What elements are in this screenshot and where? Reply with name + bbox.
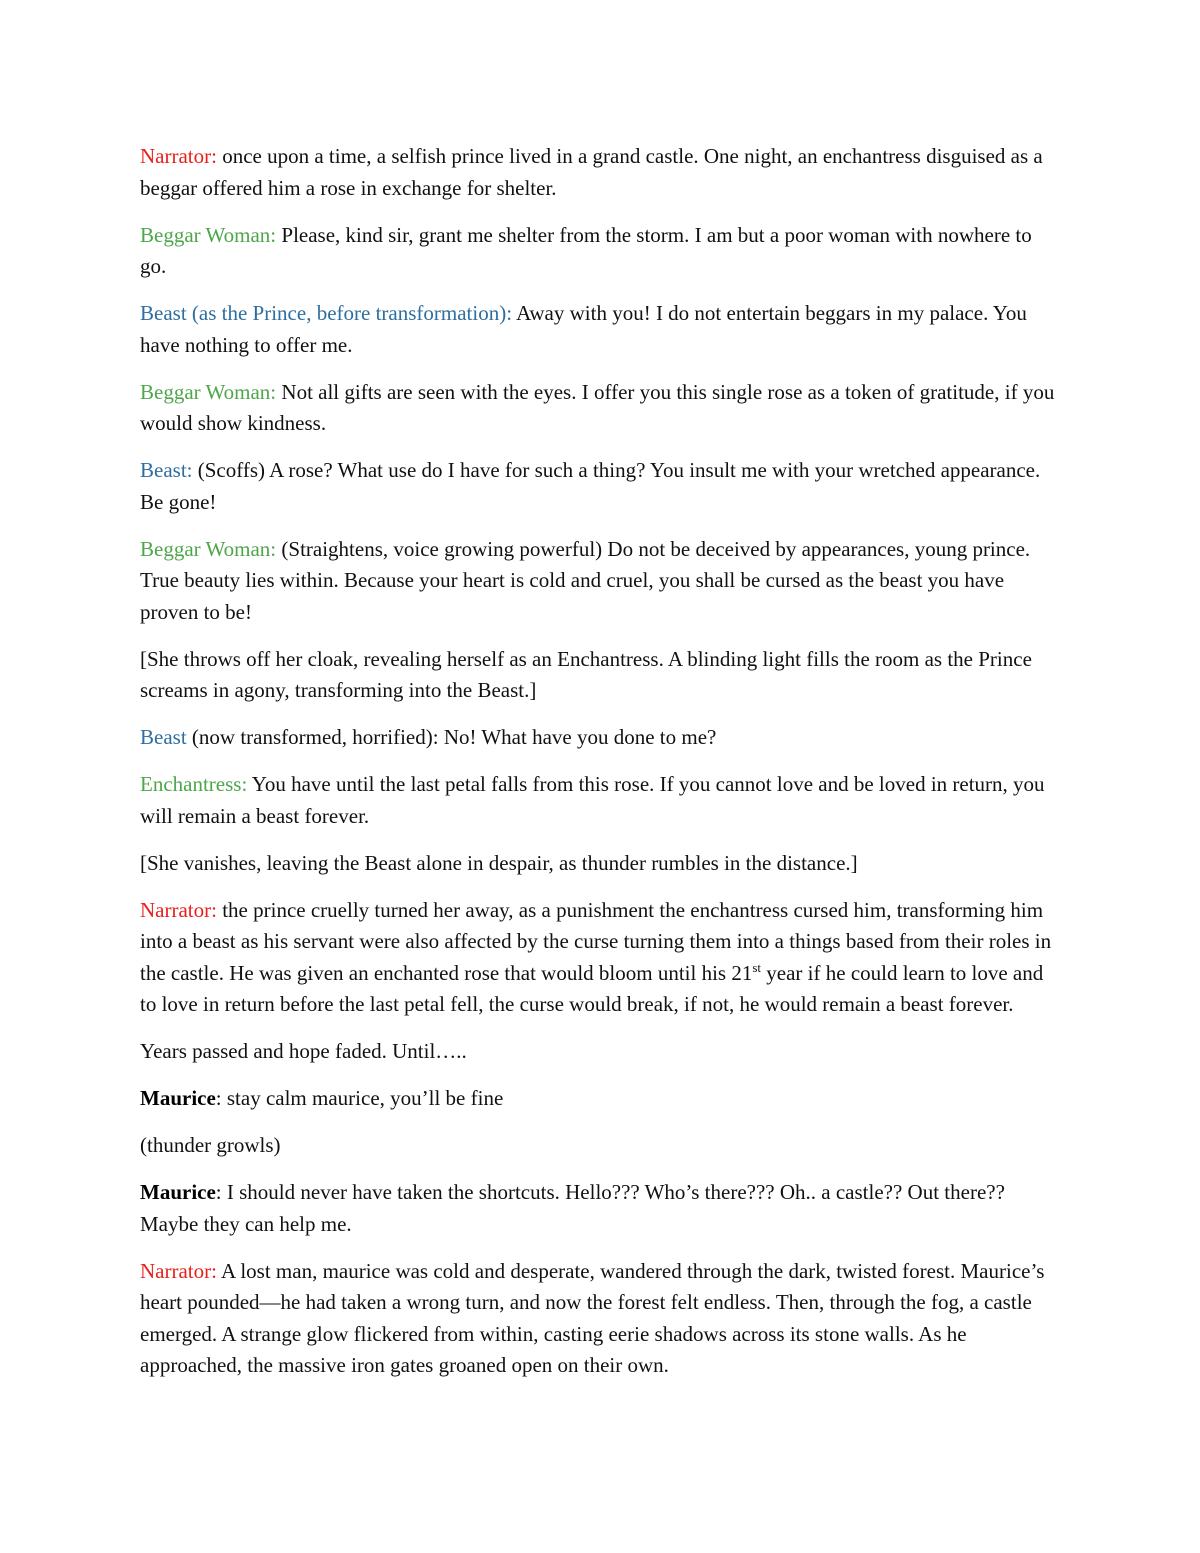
paragraph-thunder (140, 1130, 1060, 1162)
speaker-label: Beggar Woman: (140, 222, 277, 247)
paragraph-stage-direction-1 (140, 644, 1060, 707)
speaker-label: Maurice (140, 1086, 216, 1110)
dialogue-text: You have until the last petal falls from this rose. If you cannot love and be loved in return, you will remain a beast forever. (140, 772, 1045, 828)
paragraph-enchantress (140, 769, 1060, 832)
paragraph-beggar-2 (140, 377, 1060, 440)
ordinal-suffix: st (752, 959, 762, 975)
speaker-label: Beast (as the Prince, before transformation): (140, 301, 513, 325)
speaker-label: Narrator: (140, 1258, 217, 1283)
paragraph-narrator-intro (140, 141, 1060, 204)
paragraph-years-passed (140, 1036, 1060, 1068)
dialogue-text: : stay calm maurice, you’ll be fine (215, 1086, 504, 1110)
paragraph-maurice-1 (140, 1083, 1060, 1115)
speaker-label: Narrator: (140, 144, 217, 168)
paragraph-beast-3 (140, 722, 1060, 754)
speaker-label: Narrator: (140, 897, 217, 922)
paragraph-beast-2 (140, 455, 1060, 518)
speaker-label: Beast: (140, 458, 193, 482)
dialogue-text: (now transformed, horrified): No! What have you done to me? (186, 725, 717, 749)
paragraph-beggar-3 (140, 534, 1060, 629)
speaker-label: Maurice (140, 1180, 216, 1204)
speaker-label: Beggar Woman: (140, 536, 277, 561)
dialogue-text: (Scoffs) A rose? What use do I have for such a thing? You insult me with your wretched appearance. Be gone! (140, 458, 1041, 514)
dialogue-text: Away with you! I do not entertain beggars in my palace. You have nothing to offer me. (140, 301, 1027, 357)
speaker-label: Beast (140, 725, 187, 749)
speaker-label: Enchantress: (140, 772, 248, 796)
dialogue-text: once upon a time, a selfish prince lived in a grand castle. One night, an enchantress disguised as a beggar offered him a rose in exchange for shelter. (140, 144, 1043, 200)
dialogue-text: : I should never have taken the shortcuts. Hello??? Who’s there??? Oh.. a castle?? Out there?? Maybe they can help me. (140, 1180, 1005, 1236)
dialogue-text: A lost man, maurice was cold and desperate, wandered through the dark, twisted forest. Maurice’s heart pounded—he had taken a wrong turn, and now the forest felt endless. Then, through the fog, a castle emerged. A strange glow flickered from within, casting eerie shadows across its stone walls. As he approached, the massive iron gates groaned open on their own. (140, 1258, 1045, 1377)
dialogue-text: the prince cruelly turned her away, as a punishment the enchantress cursed him, transforming him into a beast as his servant were also affected by the curse turning them into a things based from their roles in the castle. He was given an enchanted rose that would bloom until his 21 (140, 897, 1052, 985)
paragraph-beast-1 (140, 298, 1060, 361)
dialogue-text: Not all gifts are seen with the eyes. I offer you this single rose as a token of gratitude, if you would show kindness. (140, 379, 1055, 435)
stage-direction-text: (thunder growls) (140, 1133, 281, 1157)
speaker-label: Beggar Woman: (140, 379, 277, 404)
dialogue-text: Please, kind sir, grant me shelter from the storm. I am but a poor woman with nowhere to go. (140, 222, 1032, 278)
paragraph-narrator-castle (140, 1256, 1060, 1382)
paragraph-beggar-1 (140, 220, 1060, 283)
dialogue-text: (Straightens, voice growing powerful) Do not be deceived by appearances, young prince. True beauty lies within. Because your heart is cold and cruel, you shall be cursed as the beast you have proven to be! (140, 536, 1031, 624)
paragraph-maurice-2 (140, 1177, 1060, 1240)
stage-direction-text: [She throws off her cloak, revealing herself as an Enchantress. A blinding light fills the room as the Prince screams in agony, transforming into the Beast.] (140, 646, 1032, 702)
stage-direction-text: [She vanishes, leaving the Beast alone in despair, as thunder rumbles in the distance.] (140, 850, 858, 875)
dialogue-text-continued: year if he could learn to love and to love in return before the last petal fell, the curse would break, if not, he would remain a beast forever. (140, 960, 1044, 1016)
paragraph-stage-direction-2 (140, 848, 1060, 880)
narration-text: Years passed and hope faded. Until….. (140, 1039, 467, 1063)
paragraph-narrator-curse (140, 895, 1060, 1021)
